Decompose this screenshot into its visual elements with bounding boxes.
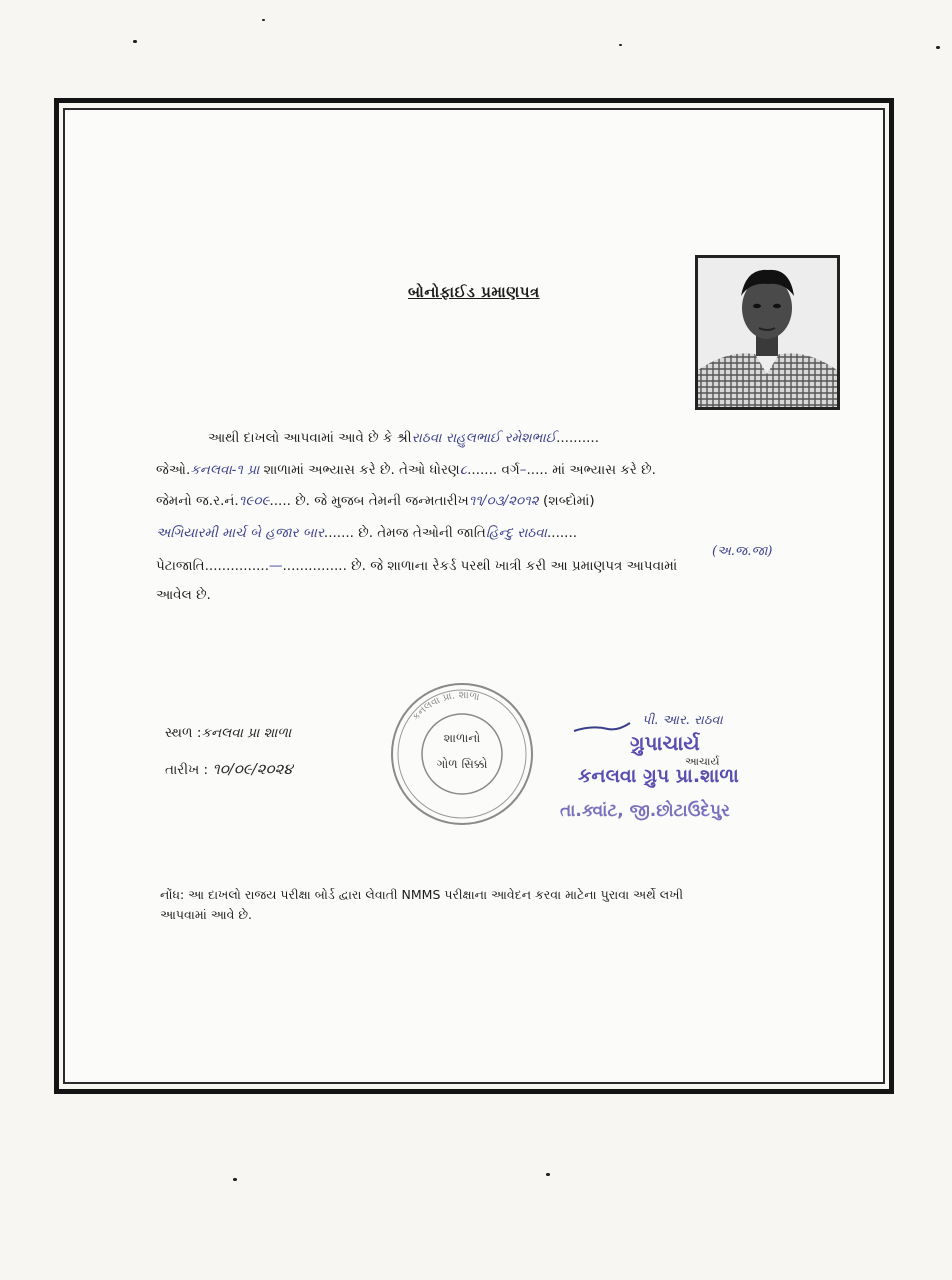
line3-mid: છે. જે મુજબ તેમની જન્મતારીખ bbox=[295, 493, 469, 509]
line-5: પેટાજાતિ...............—............... છે. જે શાળાના રેકર્ડ પરથી ખાત્રી કરી આ પ્રમાણપત્ર આપવામાં bbox=[156, 558, 678, 574]
certificate-title: બોનોફાઈડ પ્રમાણપત્ર bbox=[408, 283, 540, 301]
student-photo bbox=[695, 255, 840, 410]
line3-prefix: જેમનો જ.ર.નં. bbox=[156, 493, 239, 509]
tribe-annotation: (અ.જ.જા) bbox=[712, 544, 773, 559]
speck bbox=[133, 40, 137, 43]
register-number: ૧૯૦૯ bbox=[238, 493, 270, 509]
principal-signature-block bbox=[560, 705, 840, 835]
stamp-center-top: શાળાનો bbox=[443, 731, 481, 745]
note-line-2: આપવામાં આવે છે. bbox=[160, 907, 253, 922]
speck bbox=[233, 1178, 237, 1181]
date-value: ૧૦/૦૯/૨૦૨૪ bbox=[212, 760, 293, 778]
stamp-title: ગ્રુપાચાર્ય bbox=[630, 731, 700, 755]
line1-prefix: આથી દાખલો આપવામાં આવે છે કે શ્રી bbox=[208, 430, 412, 446]
school-name: કનલવા-૧ પ્રા bbox=[190, 462, 260, 478]
speck bbox=[546, 1173, 550, 1176]
school-round-stamp bbox=[388, 680, 536, 828]
line-4: અગિયારમી માર્ચ બે હજાર બાર....... છે. તેમજ તેઓની જાતિહિન્દુ રાઠવા....... bbox=[156, 525, 578, 541]
stamp-address: તા.ક્વાંટ, જી.છોટાઉદેપુર bbox=[560, 801, 730, 821]
speck bbox=[262, 19, 265, 21]
line-1: આથી દાખલો આપવામાં આવે છે કે શ્રીરાઠવા રાહુલભાઈ રમેશભાઈ.......... bbox=[208, 430, 600, 446]
signature-text: પી. આર. રાઠવા bbox=[642, 713, 723, 728]
note-line-1: નોંધ: આ દાખલો રાજય પરીક્ષા બોર્ડ દ્વારા લેવાતી NMMS પરીક્ષાના આવેદન કરવા માટેના પુરાવા અર્થે લખી bbox=[160, 887, 684, 902]
stamp-ring-text: કનલવા પ્રા. શાળા bbox=[410, 689, 481, 723]
division: – bbox=[519, 462, 527, 478]
line2-suffix: માં અભ્યાસ કરે છે. bbox=[552, 462, 656, 478]
speck bbox=[936, 46, 940, 49]
line5-suffix: છે. જે શાળાના રેકર્ડ પરથી ખાત્રી કરી આ પ્રમાણપત્ર આપવામાં bbox=[351, 558, 678, 574]
birth-date-words: અગિયારમી માર્ચ બે હજાર બાર bbox=[156, 525, 324, 541]
line2-mid: શાળામાં અભ્યાસ કરે છે. તેઓ ધોરણ bbox=[263, 462, 460, 478]
student-name: રાઠવા રાહુલભાઈ રમેશભાઈ bbox=[411, 430, 557, 446]
caste: હિન્દુ રાઠવા bbox=[485, 525, 547, 541]
birth-date: ૧૧/૦૩/૨૦૧૨ bbox=[468, 493, 539, 509]
line5-prefix: પેટાજાતિ bbox=[156, 558, 205, 574]
line2-class-label: વર્ગ bbox=[501, 462, 520, 478]
standard: ૮ bbox=[459, 462, 468, 478]
place-row bbox=[165, 725, 291, 741]
line-3: જેમનો જ.ર.નં.૧૯૦૯..... છે. જે મુજબ તેમની જન્મતારીખ૧૧/૦૩/૨૦૧૨ (શબ્દોમાં) bbox=[156, 493, 595, 509]
speck bbox=[619, 44, 622, 46]
stamp-principal-label: આચાર્ય bbox=[685, 755, 720, 768]
date-row bbox=[165, 760, 293, 778]
stamp-school: કનલવા ગ્રુપ પ્રા.શાળા bbox=[578, 765, 739, 787]
line4-mid: છે. તેમજ તેઓની જાતિ bbox=[358, 525, 486, 541]
date-label: તારીખ : bbox=[165, 762, 209, 778]
line3-suffix: (શબ્દોમાં) bbox=[543, 493, 595, 509]
line-6: આવેલ છે. bbox=[156, 587, 211, 603]
line2-prefix: જેઓ. bbox=[156, 462, 191, 478]
place-value: કનલવા પ્રા શાળા bbox=[201, 725, 292, 741]
line-2: જેઓ.કનલવા-૧ પ્રા શાળામાં અભ્યાસ કરે છે. તેઓ ધોરણ૮....... વર્ગ–..... માં અભ્યાસ કરે છે. bbox=[156, 462, 656, 478]
place-label: સ્થળ : bbox=[165, 725, 202, 741]
stamp-center-bottom: ગોળ સિક્કો bbox=[436, 757, 488, 771]
subcaste: — bbox=[269, 558, 283, 574]
